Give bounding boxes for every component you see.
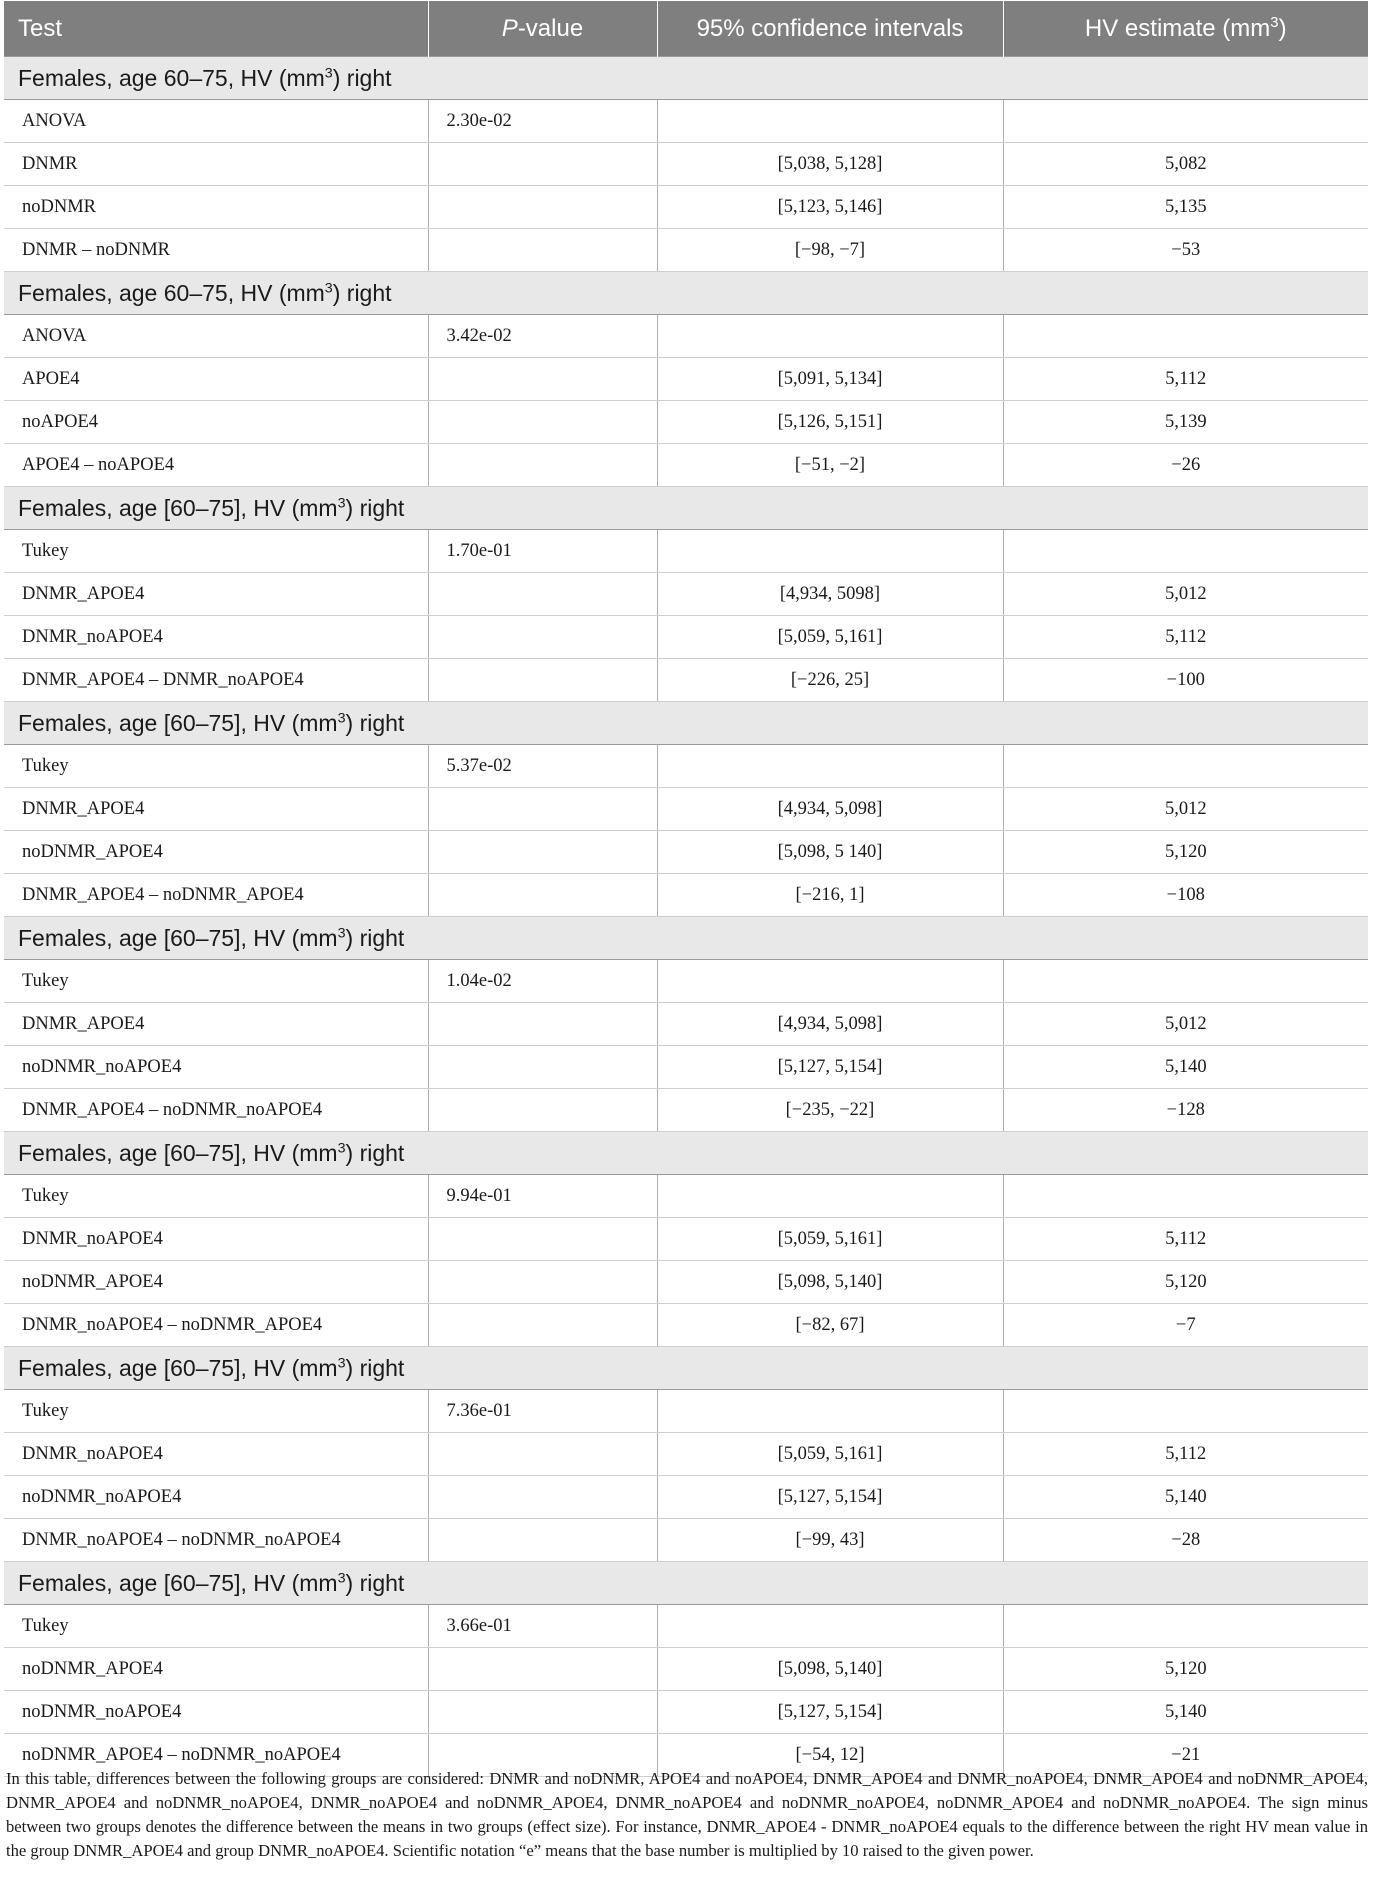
cell-hv-estimate: [1003, 1390, 1368, 1433]
section-header-row: [4, 272, 1368, 315]
table-row: [4, 358, 1368, 401]
cell-p-value: [428, 1089, 657, 1132]
table-row: [4, 788, 1368, 831]
cell-confidence-interval: [5,098, 5,140]: [657, 1261, 1003, 1304]
cell-test: DNMR – noDNMR: [4, 229, 428, 272]
section-title-sup: 3: [337, 1569, 346, 1586]
header-p-suffix: -value: [517, 14, 584, 42]
cell-hv-estimate: −100: [1003, 659, 1368, 702]
cell-p-value: [428, 401, 657, 444]
cell-confidence-interval: [657, 1390, 1003, 1433]
cell-hv-estimate: [1003, 100, 1368, 143]
section-title: [4, 272, 1368, 315]
table-row: [4, 831, 1368, 874]
table-row: [4, 874, 1368, 917]
cell-test: DNMR: [4, 143, 428, 186]
cell-p-value: [428, 1691, 657, 1734]
cell-confidence-interval: [657, 315, 1003, 358]
table-row: [4, 1648, 1368, 1691]
cell-p-value: [428, 143, 657, 186]
cell-p-value: [428, 186, 657, 229]
section-title: [4, 1132, 1368, 1175]
cell-hv-estimate: 5,140: [1003, 1691, 1368, 1734]
cell-hv-estimate: 5,012: [1003, 573, 1368, 616]
section-title: [4, 702, 1368, 745]
table-row: [4, 573, 1368, 616]
cell-test: Tukey: [4, 1605, 428, 1648]
section-title-suffix: ) right: [345, 924, 405, 951]
cell-p-value: [428, 1648, 657, 1691]
cell-confidence-interval: [5,127, 5,154]: [657, 1046, 1003, 1089]
cell-test: Tukey: [4, 530, 428, 573]
table-footnote: In this table, differences between the following groups are considered: DNMR and noDNMR, APOE4 and noAPOE4, DNMR_APOE4 and DNMR_noAPOE4, DNMR_APOE4 and noDNMR_APOE4, DNMR_APOE4 and noDNMR_noAPOE4, DNMR_noAPOE4 and noDNMR_APOE4, DNMR_noAPOE4 and noDNMR_noAPOE4, noDNMR_APOE4 and noDNMR_noAPOE4. The sign minus between two groups denotes the difference between the means in two groups (effect size). For instance, DNMR_APOE4 - DNMR_noAPOE4 equals to the difference between the right HV mean value in the group DNMR_APOE4 and group DNMR_noAPOE4. Scientific notation “e” means that the base number is multiplied by 10 raised to the given power.: [6, 1769, 1368, 1860]
section-title-suffix: ) right: [332, 64, 392, 91]
cell-test: noDNMR: [4, 186, 428, 229]
cell-hv-estimate: 5,120: [1003, 831, 1368, 874]
cell-test: DNMR_noAPOE4: [4, 1433, 428, 1476]
cell-confidence-interval: [5,091, 5,134]: [657, 358, 1003, 401]
section-header-row: [4, 1562, 1368, 1605]
table-row: [4, 530, 1368, 573]
cell-hv-estimate: −128: [1003, 1089, 1368, 1132]
cell-confidence-interval: [5,059, 5,161]: [657, 1433, 1003, 1476]
cell-hv-estimate: 5,112: [1003, 358, 1368, 401]
section-title-text: Females, age 60–75, HV (mm: [18, 279, 325, 306]
cell-hv-estimate: −7: [1003, 1304, 1368, 1347]
section-title-suffix: ) right: [345, 494, 405, 521]
table-row: [4, 960, 1368, 1003]
cell-p-value: [428, 659, 657, 702]
cell-confidence-interval: [−82, 67]: [657, 1304, 1003, 1347]
section-title-sup: 3: [337, 1354, 346, 1371]
cell-confidence-interval: [4,934, 5,098]: [657, 1003, 1003, 1046]
section-header-row: [4, 1347, 1368, 1390]
cell-hv-estimate: 5,135: [1003, 186, 1368, 229]
cell-confidence-interval: [5,059, 5,161]: [657, 1218, 1003, 1261]
section-title: [4, 57, 1368, 100]
cell-confidence-interval: [5,127, 5,154]: [657, 1691, 1003, 1734]
cell-p-value: 9.94e-01: [428, 1175, 657, 1218]
cell-hv-estimate: 5,140: [1003, 1476, 1368, 1519]
cell-p-value: [428, 1476, 657, 1519]
cell-p-value: [428, 444, 657, 487]
cell-confidence-interval: [657, 100, 1003, 143]
cell-p-value: 3.66e-01: [428, 1605, 657, 1648]
cell-confidence-interval: [5,098, 5 140]: [657, 831, 1003, 874]
cell-test: DNMR_APOE4 – noDNMR_noAPOE4: [4, 1089, 428, 1132]
cell-test: DNMR_APOE4 – DNMR_noAPOE4: [4, 659, 428, 702]
cell-p-value: [428, 874, 657, 917]
cell-test: Tukey: [4, 960, 428, 1003]
table-row: [4, 1089, 1368, 1132]
cell-test: noDNMR_noAPOE4: [4, 1476, 428, 1519]
header-hv-suffix: ): [1278, 14, 1287, 42]
section-title-text: Females, age [60–75], HV (mm: [18, 709, 338, 736]
cell-p-value: 1.70e-01: [428, 530, 657, 573]
cell-test: noDNMR_noAPOE4: [4, 1691, 428, 1734]
table-row: [4, 1433, 1368, 1476]
cell-p-value: 3.42e-02: [428, 315, 657, 358]
cell-test: noDNMR_APOE4: [4, 1261, 428, 1304]
table-row: [4, 1261, 1368, 1304]
cell-hv-estimate: −108: [1003, 874, 1368, 917]
cell-confidence-interval: [−226, 25]: [657, 659, 1003, 702]
section-header-row: [4, 702, 1368, 745]
table-row: [4, 186, 1368, 229]
section-header-row: [4, 57, 1368, 100]
cell-confidence-interval: [−98, −7]: [657, 229, 1003, 272]
cell-hv-estimate: 5,012: [1003, 788, 1368, 831]
cell-p-value: 1.04e-02: [428, 960, 657, 1003]
cell-hv-estimate: 5,120: [1003, 1648, 1368, 1691]
cell-confidence-interval: [657, 1175, 1003, 1218]
cell-confidence-interval: [657, 530, 1003, 573]
cell-p-value: [428, 1046, 657, 1089]
section-title-suffix: ) right: [345, 709, 405, 736]
cell-p-value: [428, 616, 657, 659]
section-header-row: [4, 1132, 1368, 1175]
header-p-letter: P: [501, 14, 518, 42]
cell-p-value: 5.37e-02: [428, 745, 657, 788]
cell-test: Tukey: [4, 745, 428, 788]
header-hv-sup: 3: [1270, 14, 1279, 31]
table-row: [4, 444, 1368, 487]
cell-hv-estimate: 5,112: [1003, 1433, 1368, 1476]
cell-confidence-interval: [−235, −22]: [657, 1089, 1003, 1132]
cell-p-value: [428, 1433, 657, 1476]
cell-p-value: [428, 573, 657, 616]
table-row: [4, 1175, 1368, 1218]
cell-hv-estimate: [1003, 530, 1368, 573]
section-title-text: Females, age 60–75, HV (mm: [18, 64, 325, 91]
header-hv-estimate: [1003, 1, 1368, 57]
table-row: [4, 1519, 1368, 1562]
cell-hv-estimate: 5,082: [1003, 143, 1368, 186]
section-title: [4, 1562, 1368, 1605]
cell-hv-estimate: [1003, 960, 1368, 1003]
cell-hv-estimate: [1003, 1605, 1368, 1648]
cell-test: ANOVA: [4, 100, 428, 143]
section-title-sup: 3: [324, 279, 333, 296]
section-title-suffix: ) right: [345, 1569, 405, 1596]
section-header-row: [4, 917, 1368, 960]
section-title-suffix: ) right: [345, 1354, 405, 1381]
header-test: Test: [4, 1, 428, 57]
table-row: [4, 1003, 1368, 1046]
cell-test: Tukey: [4, 1390, 428, 1433]
cell-hv-estimate: 5,112: [1003, 1218, 1368, 1261]
section-title-text: Females, age [60–75], HV (mm: [18, 494, 338, 521]
section-title-suffix: ) right: [332, 279, 392, 306]
section-title-sup: 3: [324, 64, 333, 81]
cell-confidence-interval: [−99, 43]: [657, 1519, 1003, 1562]
cell-p-value: [428, 1218, 657, 1261]
table-row: [4, 1476, 1368, 1519]
cell-confidence-interval: [4,934, 5098]: [657, 573, 1003, 616]
section-title-sup: 3: [337, 709, 346, 726]
section-title-text: Females, age [60–75], HV (mm: [18, 1569, 338, 1596]
cell-confidence-interval: [4,934, 5,098]: [657, 788, 1003, 831]
cell-hv-estimate: 5,012: [1003, 1003, 1368, 1046]
cell-hv-estimate: [1003, 745, 1368, 788]
section-title-text: Females, age [60–75], HV (mm: [18, 1354, 338, 1381]
table-header: [4, 1, 1368, 57]
cell-hv-estimate: [1003, 315, 1368, 358]
cell-test: DNMR_APOE4: [4, 573, 428, 616]
table-row: [4, 1304, 1368, 1347]
cell-confidence-interval: [−54, 12]: [657, 1734, 1003, 1777]
cell-confidence-interval: [5,098, 5,140]: [657, 1648, 1003, 1691]
section-title-sup: 3: [337, 924, 346, 941]
table-row: [4, 1605, 1368, 1648]
cell-confidence-interval: [5,126, 5,151]: [657, 401, 1003, 444]
cell-test: noAPOE4: [4, 401, 428, 444]
table-row: [4, 1691, 1368, 1734]
cell-p-value: [428, 831, 657, 874]
cell-confidence-interval: [5,123, 5,146]: [657, 186, 1003, 229]
table-row: [4, 1390, 1368, 1433]
cell-test: ANOVA: [4, 315, 428, 358]
cell-hv-estimate: 5,139: [1003, 401, 1368, 444]
header-hv-prefix: HV estimate (mm: [1084, 14, 1271, 42]
cell-confidence-interval: [−51, −2]: [657, 444, 1003, 487]
section-title-sup: 3: [337, 1139, 346, 1156]
section-title-text: Females, age [60–75], HV (mm: [18, 1139, 338, 1166]
table-row: [4, 616, 1368, 659]
cell-p-value: [428, 229, 657, 272]
section-title-suffix: ) right: [345, 1139, 405, 1166]
cell-test: APOE4 – noAPOE4: [4, 444, 428, 487]
cell-p-value: 2.30e-02: [428, 100, 657, 143]
cell-test: DNMR_APOE4 – noDNMR_APOE4: [4, 874, 428, 917]
table-row: [4, 401, 1368, 444]
cell-test: Tukey: [4, 1175, 428, 1218]
cell-hv-estimate: 5,112: [1003, 616, 1368, 659]
cell-hv-estimate: 5,120: [1003, 1261, 1368, 1304]
table-row: [4, 315, 1368, 358]
header-confidence-intervals: 95% confidence intervals: [657, 1, 1003, 57]
cell-confidence-interval: [5,038, 5,128]: [657, 143, 1003, 186]
cell-p-value: [428, 1519, 657, 1562]
cell-hv-estimate: −28: [1003, 1519, 1368, 1562]
cell-test: APOE4: [4, 358, 428, 401]
cell-p-value: [428, 358, 657, 401]
table-row: [4, 143, 1368, 186]
cell-p-value: [428, 788, 657, 831]
cell-test: DNMR_noAPOE4 – noDNMR_APOE4: [4, 1304, 428, 1347]
cell-hv-estimate: [1003, 1175, 1368, 1218]
section-title: [4, 917, 1368, 960]
cell-test: DNMR_APOE4: [4, 788, 428, 831]
statistics-table: [4, 1, 1368, 1777]
section-title: [4, 487, 1368, 530]
cell-confidence-interval: [657, 745, 1003, 788]
cell-test: DNMR_APOE4: [4, 1003, 428, 1046]
cell-test: DNMR_noAPOE4: [4, 616, 428, 659]
table-row: [4, 745, 1368, 788]
section-title: [4, 1347, 1368, 1390]
table-row: [4, 100, 1368, 143]
table-row: [4, 1218, 1368, 1261]
cell-p-value: [428, 1304, 657, 1347]
section-title-text: Females, age [60–75], HV (mm: [18, 924, 338, 951]
table-body: [4, 57, 1368, 1777]
cell-hv-estimate: −53: [1003, 229, 1368, 272]
table-row: [4, 1046, 1368, 1089]
cell-test: noDNMR_noAPOE4: [4, 1046, 428, 1089]
cell-p-value: [428, 1003, 657, 1046]
header-p-value: [428, 1, 657, 57]
cell-test: noDNMR_APOE4 – noDNMR_noAPOE4: [4, 1734, 428, 1777]
cell-test: noDNMR_APOE4: [4, 831, 428, 874]
cell-confidence-interval: [657, 1605, 1003, 1648]
cell-test: noDNMR_APOE4: [4, 1648, 428, 1691]
cell-confidence-interval: [5,059, 5,161]: [657, 616, 1003, 659]
cell-confidence-interval: [−216, 1]: [657, 874, 1003, 917]
cell-p-value: 7.36e-01: [428, 1390, 657, 1433]
table-row: [4, 659, 1368, 702]
section-title-sup: 3: [337, 494, 346, 511]
cell-hv-estimate: −21: [1003, 1734, 1368, 1777]
cell-p-value: [428, 1261, 657, 1304]
table-row: [4, 229, 1368, 272]
cell-test: DNMR_noAPOE4: [4, 1218, 428, 1261]
cell-confidence-interval: [657, 960, 1003, 1003]
cell-hv-estimate: 5,140: [1003, 1046, 1368, 1089]
cell-test: DNMR_noAPOE4 – noDNMR_noAPOE4: [4, 1519, 428, 1562]
section-header-row: [4, 487, 1368, 530]
cell-confidence-interval: [5,127, 5,154]: [657, 1476, 1003, 1519]
cell-hv-estimate: −26: [1003, 444, 1368, 487]
